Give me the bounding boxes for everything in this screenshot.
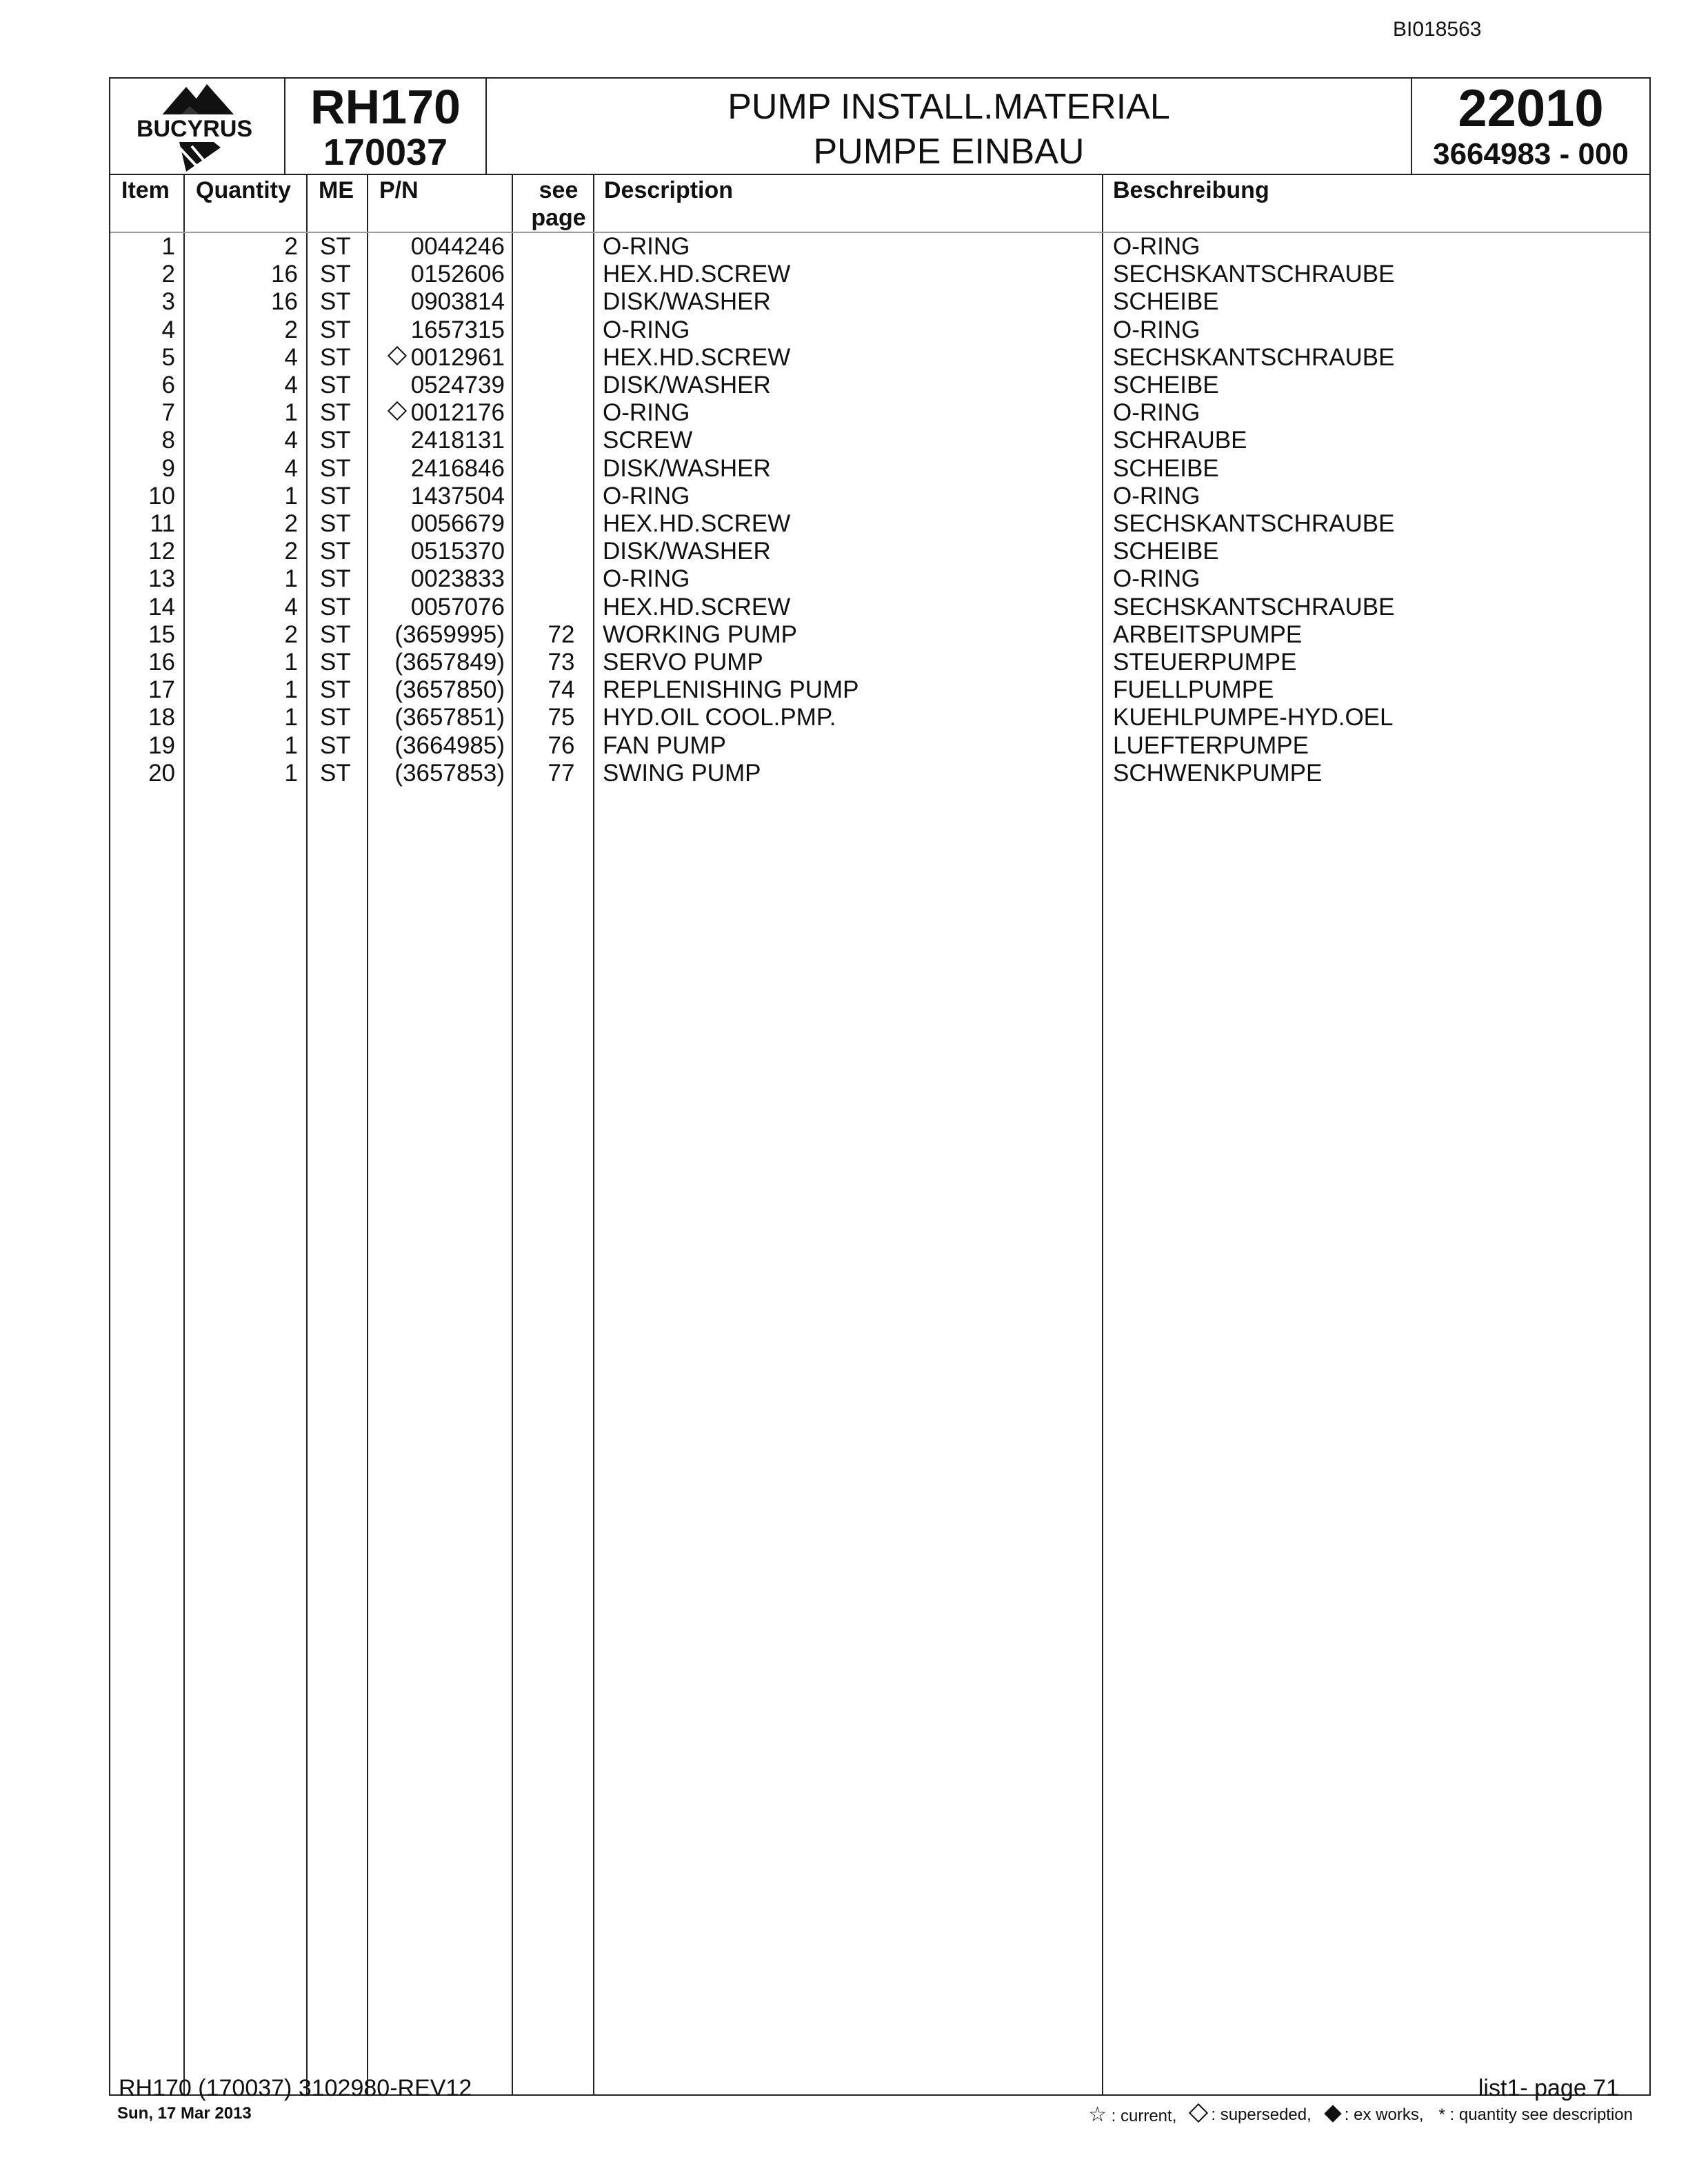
unit-cell: ST xyxy=(320,759,351,787)
table-row xyxy=(110,704,1649,731)
beschreibung-cell: SCHEIBE xyxy=(1113,372,1219,398)
see-label: see xyxy=(539,177,579,203)
part-number-cell: 2416846 xyxy=(410,454,505,482)
col-header-description: Description xyxy=(604,177,734,203)
model-cell xyxy=(285,79,487,174)
table-row xyxy=(110,510,1649,538)
item-cell: 16 xyxy=(148,649,175,676)
beschreibung-cell: STEUERPUMPE xyxy=(1113,649,1297,676)
item-cell: 6 xyxy=(161,372,175,398)
drawing-number: 3664983 - 000 xyxy=(1433,137,1629,171)
superseded-diamond-icon xyxy=(388,401,407,421)
table-row xyxy=(110,372,1649,399)
quantity-cell: 4 xyxy=(284,343,298,371)
unit-cell: ST xyxy=(320,731,351,759)
beschreibung-cell: SCHEIBE xyxy=(1113,288,1219,316)
item-cell: 7 xyxy=(161,399,175,427)
unit-cell: ST xyxy=(320,343,351,371)
unit-cell: ST xyxy=(320,482,351,509)
beschreibung-cell: SCHEIBE xyxy=(1113,538,1219,565)
part-number-cell: 0056679 xyxy=(410,510,505,537)
quantity-cell: 1 xyxy=(284,759,298,787)
description-cell: HEX.HD.SCREW xyxy=(603,510,791,537)
see-page-cell: 72 xyxy=(547,620,575,648)
item-cell: 20 xyxy=(148,759,175,787)
item-cell: 9 xyxy=(161,454,175,482)
unit-cell: ST xyxy=(320,593,351,620)
item-cell: 10 xyxy=(148,482,175,509)
unit-cell: ST xyxy=(320,427,351,454)
unit-cell: ST xyxy=(320,704,351,731)
unit-cell: ST xyxy=(320,676,351,704)
beschreibung-cell: ARBEITSPUMPE xyxy=(1113,620,1303,648)
table-row xyxy=(110,233,1649,261)
description-cell: DISK/WASHER xyxy=(603,288,771,316)
quantity-cell: 1 xyxy=(284,731,298,759)
table-row xyxy=(110,621,1649,649)
beschreibung-cell: O-RING xyxy=(1113,482,1200,509)
quantity-cell: 1 xyxy=(284,399,298,427)
item-cell: 4 xyxy=(161,316,175,343)
unit-cell: ST xyxy=(320,565,351,593)
quantity-cell: 4 xyxy=(284,454,298,482)
title-cell xyxy=(487,79,1412,174)
item-cell: 17 xyxy=(148,676,175,704)
quantity-cell: 2 xyxy=(284,316,298,343)
quantity-cell: 1 xyxy=(284,704,298,731)
item-cell: 19 xyxy=(148,731,175,759)
logo-graphic xyxy=(110,79,283,174)
beschreibung-cell: LUEFTERPUMPE xyxy=(1113,731,1309,759)
quantity-cell: 1 xyxy=(284,649,298,676)
table-row xyxy=(110,649,1649,676)
beschreibung-cell: SCHWENKPUMPE xyxy=(1113,759,1323,787)
description-cell: DISK/WASHER xyxy=(603,538,771,565)
superseded-diamond-icon xyxy=(388,346,407,365)
table-row xyxy=(110,760,1649,787)
quantity-cell: 4 xyxy=(284,427,298,454)
legend-ex-works: : ex works, xyxy=(1327,2105,1424,2125)
title-german: PUMPE EINBAU xyxy=(813,132,1085,172)
item-cell: 14 xyxy=(148,593,175,620)
part-number-cell: 0012961 xyxy=(390,344,505,372)
quantity-cell: 2 xyxy=(284,233,298,260)
beschreibung-cell: SCHEIBE xyxy=(1113,454,1219,482)
table-row xyxy=(110,483,1649,510)
description-cell: SERVO PUMP xyxy=(603,649,763,676)
beschreibung-cell: O-RING xyxy=(1113,316,1200,343)
diamond-filled-icon xyxy=(1324,2105,1341,2122)
table-row xyxy=(110,594,1649,621)
part-number-cell: (3659995) xyxy=(394,620,505,648)
item-cell: 12 xyxy=(148,538,175,565)
description-cell: HEX.HD.SCREW xyxy=(603,261,791,288)
page-label: page xyxy=(531,205,586,231)
description-cell: DISK/WASHER xyxy=(603,454,771,482)
unit-cell: ST xyxy=(320,510,351,537)
description-cell: O-RING xyxy=(603,565,690,593)
description-cell: REPLENISHING PUMP xyxy=(603,676,859,704)
footer-page: list1- page 71 xyxy=(1478,2075,1619,2101)
table-row xyxy=(110,538,1649,565)
description-cell: WORKING PUMP xyxy=(603,620,797,648)
description-cell: DISK/WASHER xyxy=(603,372,771,398)
beschreibung-cell: SECHSKANTSCHRAUBE xyxy=(1113,593,1395,620)
unit-cell: ST xyxy=(320,454,351,482)
table-row xyxy=(110,427,1649,454)
part-number-cell: 1657315 xyxy=(410,316,505,343)
item-cell: 5 xyxy=(161,343,175,371)
serial-number: 170037 xyxy=(323,132,448,173)
table-row xyxy=(110,344,1649,372)
see-page-cell: 76 xyxy=(547,731,575,759)
group-number: 22010 xyxy=(1458,79,1604,138)
item-cell: 1 xyxy=(161,233,175,260)
part-number-cell: (3657851) xyxy=(394,704,505,731)
star-icon: ☆ xyxy=(1088,2103,1107,2126)
part-number-cell: 0903814 xyxy=(410,288,505,316)
unit-cell: ST xyxy=(320,620,351,648)
description-cell: HEX.HD.SCREW xyxy=(603,343,791,371)
quantity-cell: 16 xyxy=(271,288,298,316)
model-name: RH170 xyxy=(310,80,461,134)
title-english: PUMP INSTALL.MATERIAL xyxy=(727,87,1170,127)
item-cell: 3 xyxy=(161,288,175,316)
quantity-cell: 4 xyxy=(284,593,298,620)
see-page-cell: 73 xyxy=(547,649,575,676)
part-number-cell: (3664985) xyxy=(394,731,505,759)
col-header-quantity: Quantity xyxy=(196,177,291,203)
unit-cell: ST xyxy=(320,233,351,260)
beschreibung-cell: FUELLPUMPE xyxy=(1113,676,1274,704)
see-page-cell: 75 xyxy=(547,704,575,731)
group-number-cell xyxy=(1412,79,1649,174)
quantity-cell: 16 xyxy=(271,261,298,288)
logo-text: BUCYRUS xyxy=(136,116,253,142)
table-row xyxy=(110,261,1649,288)
table-row xyxy=(110,399,1649,427)
page-header xyxy=(109,77,1651,175)
part-number-cell: (3657850) xyxy=(394,676,505,704)
description-cell: O-RING xyxy=(603,233,690,260)
part-number-cell: 1437504 xyxy=(410,482,505,509)
part-number-cell: 0152606 xyxy=(410,261,505,288)
part-number-cell: 0044246 xyxy=(410,233,505,260)
description-cell: HEX.HD.SCREW xyxy=(603,593,791,620)
table-row xyxy=(110,316,1649,344)
beschreibung-cell: SECHSKANTSCHRAUBE xyxy=(1113,510,1395,537)
item-cell: 13 xyxy=(148,565,175,593)
quantity-cell: 4 xyxy=(284,372,298,398)
part-number-cell: 2418131 xyxy=(410,427,505,454)
description-cell: O-RING xyxy=(603,482,690,509)
table-row xyxy=(110,565,1649,593)
item-cell: 15 xyxy=(148,620,175,648)
footer-date: Sun, 17 Mar 2013 xyxy=(117,2104,252,2123)
item-cell: 11 xyxy=(150,510,175,537)
part-number-cell: 0012176 xyxy=(390,399,505,427)
table-row xyxy=(110,455,1649,483)
table-row xyxy=(110,288,1649,316)
part-number-cell: (3657849) xyxy=(394,649,505,676)
col-header-beschreibung: Beschreibung xyxy=(1113,177,1269,203)
beschreibung-cell: O-RING xyxy=(1113,399,1200,427)
legend xyxy=(1088,2103,1633,2127)
unit-cell: ST xyxy=(320,261,351,288)
description-cell: FAN PUMP xyxy=(603,731,726,759)
unit-cell: ST xyxy=(320,649,351,676)
quantity-cell: 1 xyxy=(284,482,298,509)
beschreibung-cell: SECHSKANTSCHRAUBE xyxy=(1113,343,1395,371)
description-cell: O-RING xyxy=(603,399,690,427)
col-header-item: Item xyxy=(121,177,170,203)
diamond-outline-icon xyxy=(1189,2103,1208,2122)
item-cell: 8 xyxy=(161,427,175,454)
beschreibung-cell: SECHSKANTSCHRAUBE xyxy=(1113,261,1395,288)
unit-cell: ST xyxy=(320,399,351,427)
quantity-cell: 2 xyxy=(284,510,298,537)
part-number-cell: 0524739 xyxy=(410,372,505,398)
see-page-cell: 74 xyxy=(547,676,575,704)
part-number-cell: 0515370 xyxy=(410,538,505,565)
parts-table xyxy=(109,174,1651,2096)
beschreibung-cell: O-RING xyxy=(1113,565,1200,593)
unit-cell: ST xyxy=(320,316,351,343)
beschreibung-cell: O-RING xyxy=(1113,233,1200,260)
description-cell: O-RING xyxy=(603,316,690,343)
item-cell: 2 xyxy=(161,261,175,288)
unit-cell: ST xyxy=(320,538,351,565)
legend-current: ☆ : current, xyxy=(1088,2103,1177,2126)
footer-reference: RH170 (170037) 3102980-REV12 xyxy=(119,2075,472,2101)
description-cell: SCREW xyxy=(603,427,693,454)
description-cell: HYD.OIL COOL.PMP. xyxy=(603,704,836,731)
see-page-cell: 77 xyxy=(547,759,575,787)
table-row xyxy=(110,676,1649,704)
unit-cell: ST xyxy=(320,288,351,316)
legend-superseded: : superseded, xyxy=(1192,2105,1311,2125)
beschreibung-cell: SCHRAUBE xyxy=(1113,427,1247,454)
unit-cell: ST xyxy=(320,372,351,398)
part-number-cell: 0057076 xyxy=(410,593,505,620)
col-header-see-page xyxy=(524,176,593,232)
table-row xyxy=(110,732,1649,760)
col-header-me: ME xyxy=(319,177,354,203)
item-cell: 18 xyxy=(148,704,175,731)
col-header-pn: P/N xyxy=(379,177,419,203)
part-number-cell: (3657853) xyxy=(394,759,505,787)
quantity-cell: 1 xyxy=(284,565,298,593)
document-id: BI018563 xyxy=(1393,18,1482,41)
beschreibung-cell: KUEHLPUMPE-HYD.OEL xyxy=(1113,704,1394,731)
description-cell: SWING PUMP xyxy=(603,759,761,787)
quantity-cell: 2 xyxy=(284,538,298,565)
bucyrus-logo xyxy=(110,79,285,174)
part-number-cell: 0023833 xyxy=(410,565,505,593)
legend-quantity: * : quantity see description xyxy=(1438,2105,1633,2124)
quantity-cell: 2 xyxy=(284,620,298,648)
quantity-cell: 1 xyxy=(284,676,298,704)
